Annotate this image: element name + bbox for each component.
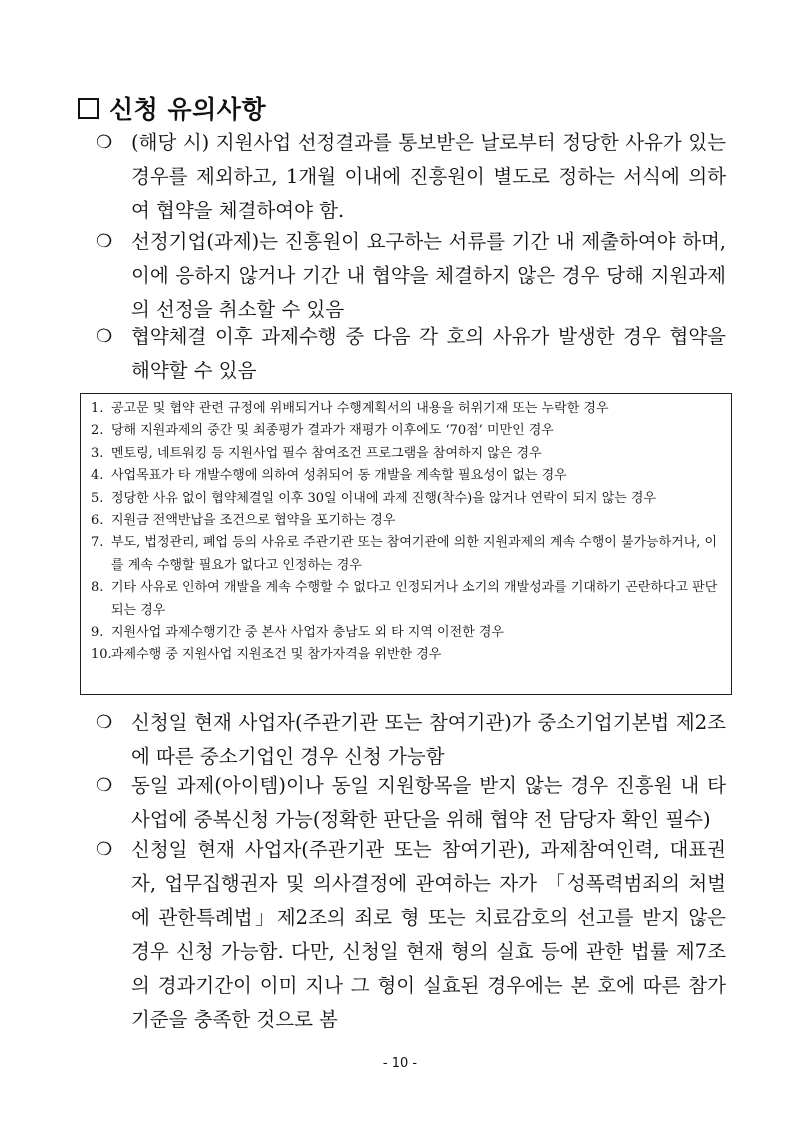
notice-item: [96, 320, 726, 388]
list-number: 9.: [91, 625, 104, 641]
notice-text: 신청일 현재 사업자(주관기관 또는 참여기관), 과제참여인력, 대표권자, 업무집행권자 및 의사결정에 관여하는 자가 「성폭력범죄의 처벌에 관한특례법」제2조의 죄로 형 또는 치료감호의 선고를 받지 않은 경우 신청 가능함. 다만, 신청일 현재 형의 실효 등에 관한 법률 제7조의 경과기간이 이미 지나 그 형이 실효된 경우에는 본 호에 따른 참가기준을 충족한 것으로 봄: [131, 838, 726, 1031]
list-number: 6.: [91, 513, 104, 529]
list-number: 3.: [91, 445, 104, 461]
circle-bullet-icon: ❍: [96, 231, 113, 252]
list-item: [91, 398, 723, 420]
notice-text: 동일 과제(아이템)이나 동일 지원항목을 받지 않는 경우 진흥원 내 타 사업에 중복신청 가능(정확한 판단을 위해 협약 전 담당자 확인 필수): [131, 774, 726, 831]
list-text: 멘토링, 네트워킹 등 지원사업 필수 참여조건 프로그램을 참여하지 않은 경우: [111, 445, 542, 461]
notice-item: [96, 833, 726, 1037]
list-text: 정당한 사유 없이 협약체결일 이후 30일 이내에 과제 진행(착수)을 않거나 연락이 되지 않는 경우: [111, 490, 657, 506]
section-title-text: 신청 유의사항: [109, 95, 267, 124]
list-text: 지원사업 과제수행기간 중 본사 사업자 충남도 외 타 지역 이전한 경우: [111, 625, 504, 641]
list-text: 사업목표가 타 개발수행에 의하여 성취되어 동 개발을 계속할 필요성이 없는 경우: [111, 468, 567, 484]
list-number: 4.: [91, 468, 104, 484]
page-number: - 10 -: [382, 1056, 418, 1071]
list-item: [91, 532, 723, 577]
notice-text: (해당 시) 지원사업 선정결과를 통보받은 날로부터 정당한 사유가 있는 경우를 제외하고, 1개월 이내에 진흥원이 별도로 정하는 서식에 의하여 협약을 체결하여야 함.: [131, 131, 726, 222]
list-item: [91, 420, 723, 442]
circle-bullet-icon: ❍: [96, 839, 113, 860]
list-item: [91, 510, 723, 532]
list-item: [91, 622, 723, 644]
list-text: 지원금 전액반납을 조건으로 협약을 포기하는 경우: [111, 513, 396, 529]
circle-bullet-icon: ❍: [96, 712, 113, 733]
list-text: 공고문 및 협약 관련 규정에 위배되거나 수행계획서의 내용을 허위기재 또는 누락한 경우: [111, 401, 609, 416]
notice-item: [96, 225, 726, 327]
list-number: 2.: [91, 423, 104, 439]
list-text: 부도, 법정관리, 폐업 등의 사유로 주관기관 또는 참여기관에 의한 지원과제의 계속 수행이 불가능하거나, 이를 계속 수행할 필요가 없다고 인정하는 경우: [111, 535, 718, 573]
notice-text: 선정기업(과제)는 진흥원이 요구하는 서류를 기간 내 제출하여야 하며, 이에 응하지 않거나 기간 내 협약을 체결하지 않은 경우 당해 지원과제의 선정을 취소할 수 있음: [131, 230, 726, 321]
list-text: 당해 지원과제의 중간 및 최종평가 결과가 재평가 이후에도 ‘70점’ 미만인 경우: [111, 423, 554, 439]
termination-reasons-box: [80, 393, 732, 695]
notice-item: [96, 706, 726, 774]
list-item: [91, 644, 723, 666]
checkbox-square-icon: [78, 98, 99, 119]
list-item: [91, 488, 723, 510]
list-number: 7.: [91, 535, 104, 551]
list-number: 8.: [91, 580, 104, 596]
list-item: [91, 577, 723, 622]
list-text: 과제수행 중 지원사업 지원조건 및 참가자격을 위반한 경우: [111, 647, 442, 663]
notice-item: [96, 126, 726, 228]
list-number: 10.: [91, 647, 112, 663]
list-text: 기타 사유로 인하여 개발을 계속 수행할 수 없다고 인정되거나 소기의 개발성과를 기대하기 곤란하다고 판단되는 경우: [111, 580, 718, 618]
list-item: [91, 465, 723, 487]
list-number: 5.: [91, 490, 104, 506]
list-number: 1.: [91, 401, 104, 416]
circle-bullet-icon: ❍: [96, 132, 113, 153]
circle-bullet-icon: ❍: [96, 326, 113, 347]
list-item: [91, 443, 723, 465]
section-heading: [78, 90, 266, 126]
notice-item: [96, 769, 726, 837]
circle-bullet-icon: ❍: [96, 775, 113, 796]
notice-text: 신청일 현재 사업자(주관기관 또는 참여기관)가 중소기업기본법 제2조에 따른 중소기업인 경우 신청 가능함: [131, 711, 726, 768]
notice-text: 협약체결 이후 과제수행 중 다음 각 호의 사유가 발생한 경우 협약을 해약할 수 있음: [131, 325, 726, 382]
